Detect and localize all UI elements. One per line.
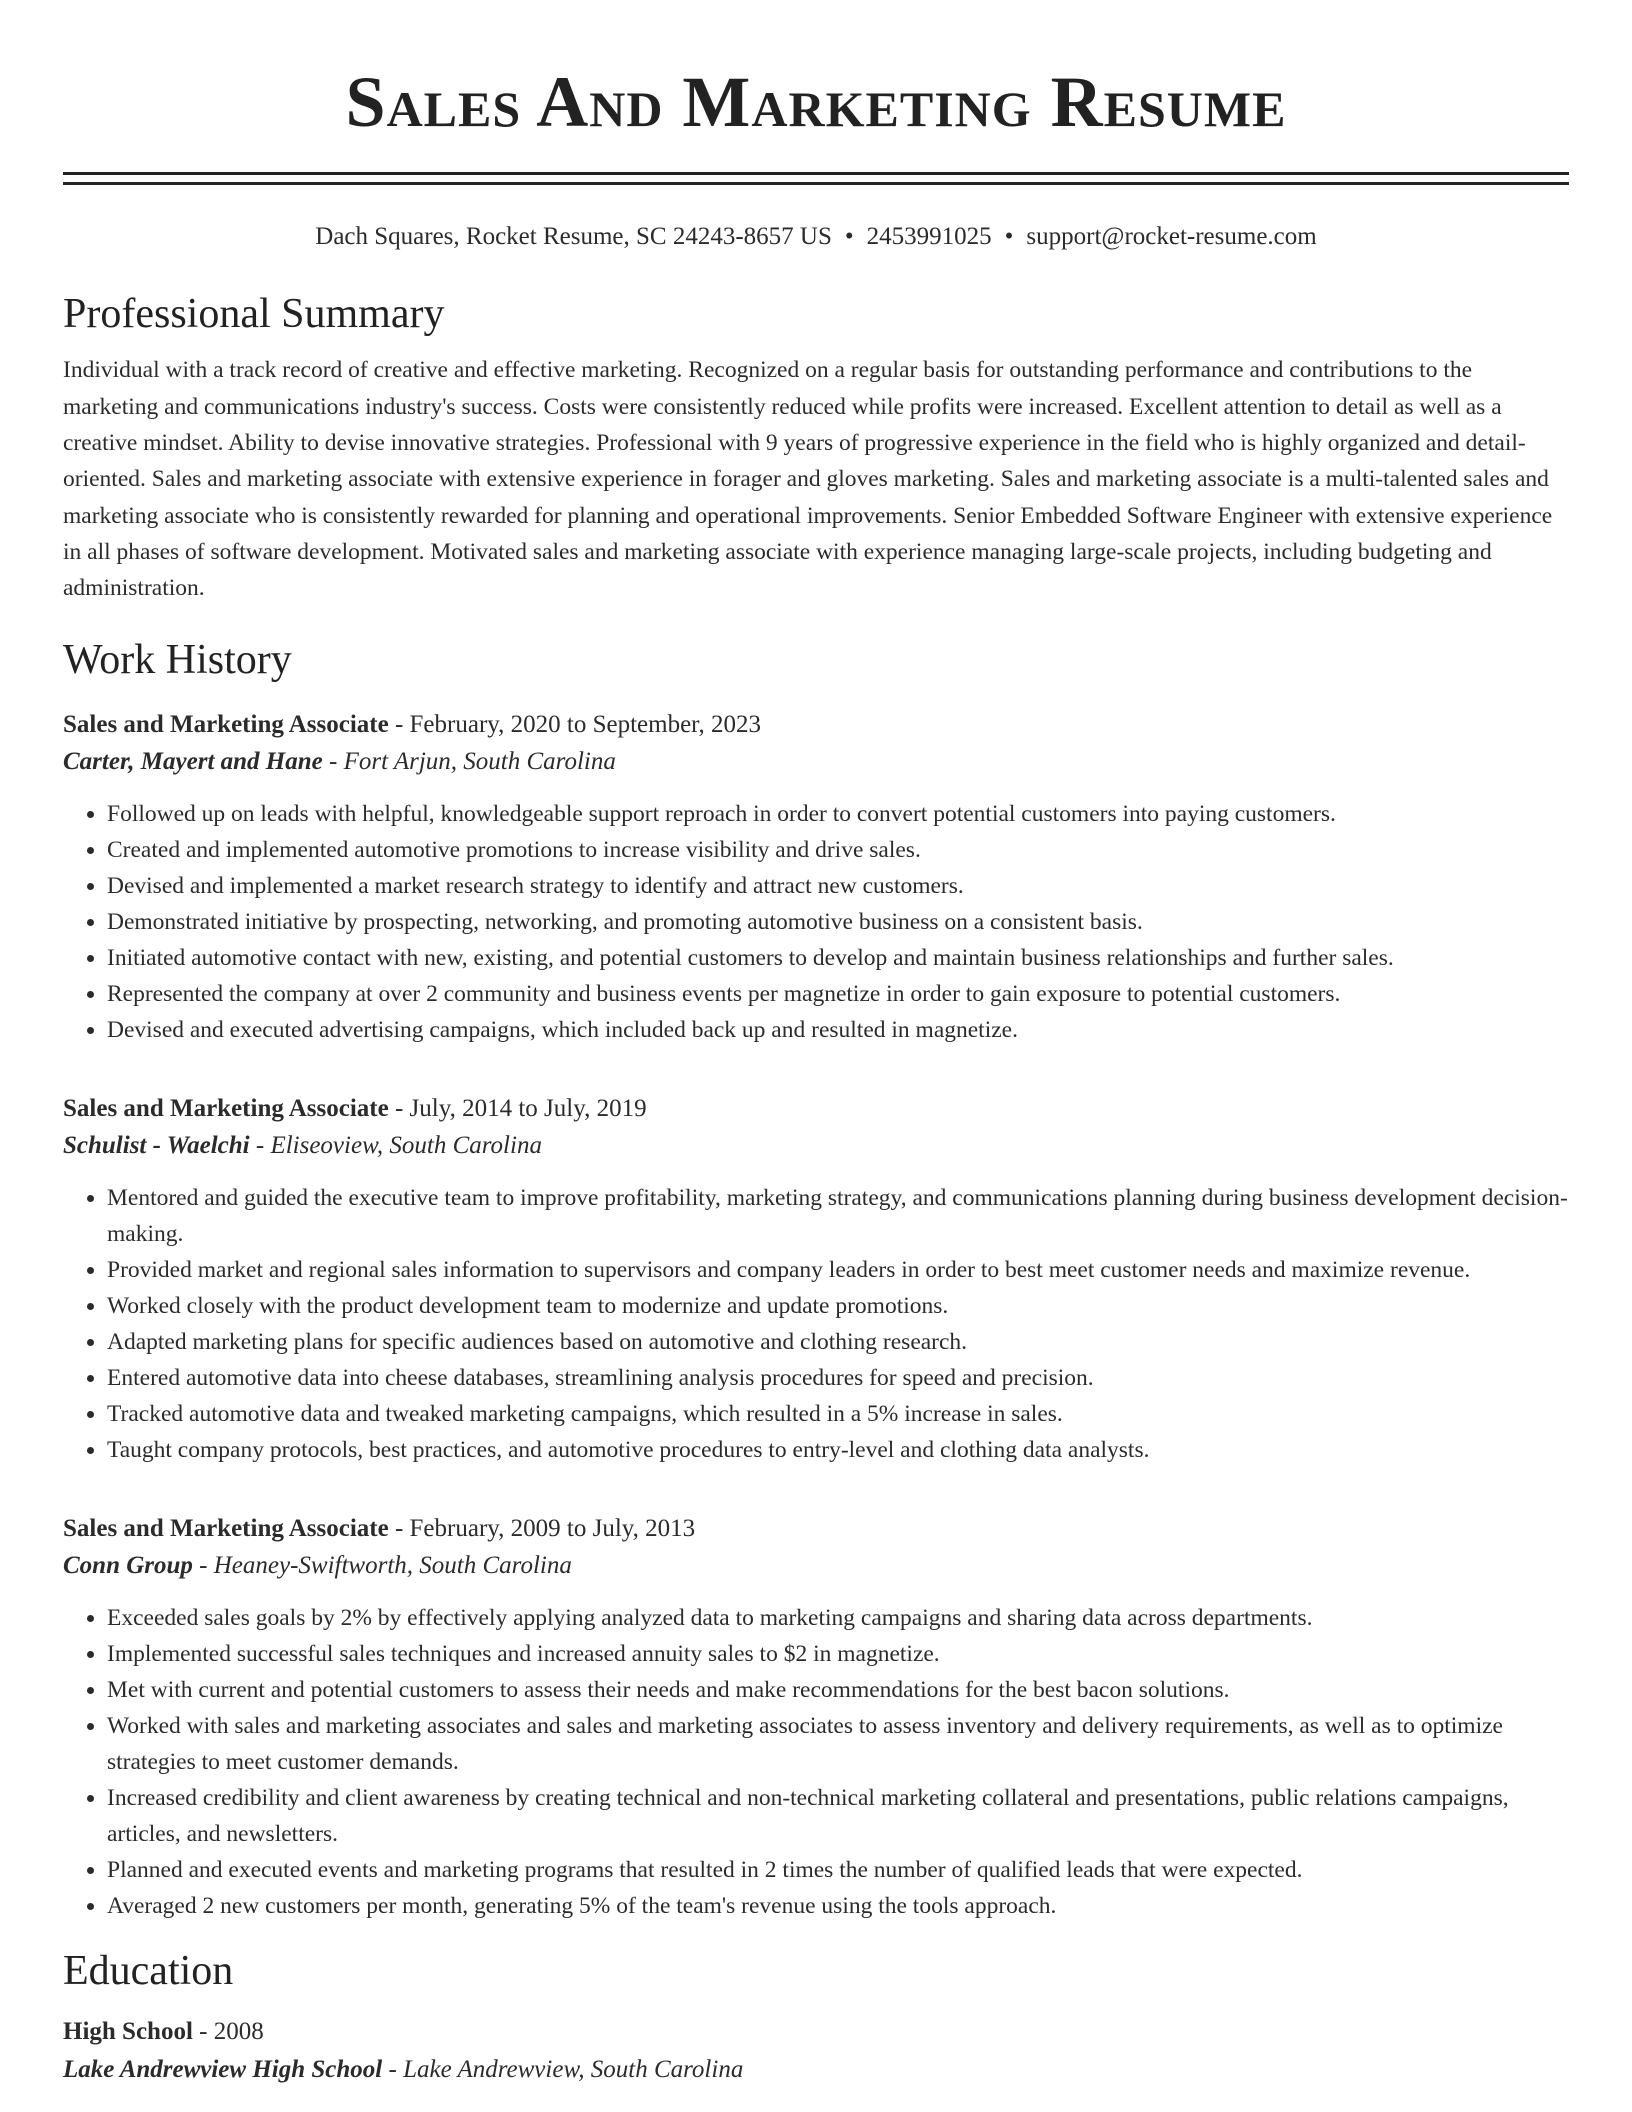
contact-phone: 2453991025 — [866, 223, 992, 250]
dash: - — [249, 1132, 271, 1160]
contact-separator: • — [844, 223, 854, 250]
job-bullet: • Initiated automotive contact with new, existing, and potential customers to develop and maintain business relationships and further sales. — [107, 940, 1569, 976]
education-section — [63, 1946, 1569, 2088]
job-entry — [63, 706, 1569, 1048]
resume-title: Sales And Marketing Resume — [345, 62, 1287, 142]
job-company-line — [63, 743, 1569, 781]
job-bullet-list — [63, 1180, 1569, 1468]
job-dates: February, 2009 to July, 2013 — [409, 1514, 696, 1542]
summary-text: Individual with a track record of creative and effective marketing. Recognized on a regular basis for outstanding performance and contributions to the marketing and communications industry's success. Costs were consistently reduced while profits were increased. Excellent attention to detail as well as a creative mindset. Ability to devise innovative strategies. Professional with 9 years of progressive experience in the field who is highly organized and detail-oriented. Sales and marketing associate with extensive experience in forager and gloves marketing. Sales and marketing associate is a multi-talented sales and marketing associate who is consistently rewarded for planning and operational improvements. Senior Embedded Software Engineer with extensive experience in all phases of software development. Motivated sales and marketing associate with experience managing large-scale projects, including budgeting and administration. — [63, 357, 1553, 602]
job-company-line — [63, 1547, 1569, 1585]
job-title-line — [63, 1090, 1569, 1128]
job-dates: February, 2020 to September, 2023 — [409, 710, 762, 738]
dash: - — [192, 1552, 214, 1580]
education-school-line — [63, 2051, 1569, 2089]
dash: - — [388, 1094, 410, 1122]
job-company: Carter, Mayert and Hane — [63, 748, 323, 776]
job-location: Heaney-Swiftworth, South Carolina — [213, 1552, 572, 1580]
job-location: Eliseoview, South Carolina — [270, 1132, 542, 1160]
job-bullet: • Provided market and regional sales information to supervisors and company leaders in order to best meet customer needs and maximize revenue. — [107, 1252, 1569, 1288]
job-bullet: • Worked with sales and marketing associates and sales and marketing associates to assess inventory and delivery requirements, as well as to optimize strategies to meet customer demands. — [107, 1708, 1569, 1780]
job-bullet: • Averaged 2 new customers per month, generating 5% of the team's revenue using the tools approach. — [107, 1888, 1569, 1924]
job-bullet: • Demonstrated initiative by prospecting, networking, and promoting automotive business on a consistent basis. — [107, 904, 1569, 940]
contact-separator: • — [1004, 223, 1014, 250]
job-company: Conn Group — [63, 1552, 193, 1580]
job-bullet: • Entered automotive data into cheese databases, streamlining analysis procedures for speed and precision. — [107, 1360, 1569, 1396]
job-dates: July, 2014 to July, 2019 — [409, 1094, 647, 1122]
job-bullet-list — [63, 1600, 1569, 1924]
job-company-line — [63, 1127, 1569, 1165]
job-bullet: • Increased credibility and client awareness by creating technical and non-technical marketing collateral and presentations, public relations campaigns, articles, and newsletters. — [107, 1780, 1569, 1852]
work-history-section — [63, 635, 1569, 1923]
professional-summary-section — [63, 289, 1569, 606]
education-school: Lake Andrewview High School — [63, 2055, 383, 2083]
job-title-line — [63, 706, 1569, 744]
job-bullet: • Met with current and potential customers to assess their needs and make recommendations for the best bacon solutions. — [107, 1672, 1569, 1708]
job-title: Sales and Marketing Associate — [63, 1094, 389, 1122]
job-bullet: • Exceeded sales goals by 2% by effectively applying analyzed data to marketing campaigns and sharing data across departments. — [107, 1600, 1569, 1636]
job-entry — [63, 1090, 1569, 1468]
job-entry — [63, 1510, 1569, 1924]
job-bullet: • Followed up on leads with helpful, knowledgeable support reproach in order to convert potential customers into paying customers. — [107, 796, 1569, 832]
section-heading-education: Education — [63, 1947, 234, 1994]
job-bullet: • Mentored and guided the executive team to improve profitability, marketing strategy, and communications planning during business development decision-making. — [107, 1180, 1569, 1252]
education-location: Lake Andrewview, South Carolina — [403, 2055, 744, 2083]
job-bullet: • Devised and executed advertising campaigns, which included back up and resulted in magnetize. — [107, 1012, 1569, 1048]
education-year: 2008 — [213, 2018, 264, 2046]
job-bullet-list — [63, 796, 1569, 1048]
job-title: Sales and Marketing Associate — [63, 710, 389, 738]
job-bullet: • Created and implemented automotive promotions to increase visibility and drive sales. — [107, 832, 1569, 868]
section-heading-summary: Professional Summary — [63, 291, 445, 337]
section-heading-work-history: Work History — [63, 637, 292, 684]
job-title-line — [63, 1510, 1569, 1548]
job-bullet: • Worked closely with the product development team to modernize and update promotions. — [107, 1288, 1569, 1324]
dash: - — [322, 748, 344, 776]
job-bullet: • Devised and implemented a market research strategy to identify and attract new customers. — [107, 868, 1569, 904]
job-bullet: • Taught company protocols, best practices, and automotive procedures to entry-level and clothing data analysts. — [107, 1432, 1569, 1468]
job-title: Sales and Marketing Associate — [63, 1514, 389, 1542]
contact-email: support@rocket-resume.com — [1026, 223, 1317, 250]
contact-line — [63, 222, 1569, 252]
job-bullet: • Represented the company at over 2 community and business events per magnetize in order to gain exposure to potential customers. — [107, 976, 1569, 1012]
job-company: Schulist - Waelchi — [63, 1132, 250, 1160]
contact-address: Dach Squares, Rocket Resume, SC 24243-8657 US — [315, 223, 832, 250]
education-degree: High School — [63, 2018, 193, 2046]
job-bullet: • Implemented successful sales techniques and increased annuity sales to $2 in magnetize. — [107, 1636, 1569, 1672]
job-location: Fort Arjun, South Carolina — [343, 748, 616, 776]
dash: - — [388, 1514, 410, 1542]
dash: - — [388, 710, 410, 738]
job-bullet: • Adapted marketing plans for specific audiences based on automotive and clothing research. — [107, 1324, 1569, 1360]
job-bullet: • Planned and executed events and marketing programs that resulted in 2 times the number of qualified leads that were expected. — [107, 1852, 1569, 1888]
title-divider-thin — [63, 182, 1569, 185]
job-bullet: • Tracked automotive data and tweaked marketing campaigns, which resulted in a 5% increase in sales. — [107, 1396, 1569, 1432]
title-divider-thick — [63, 172, 1569, 175]
dash: - — [382, 2055, 404, 2083]
education-degree-line — [63, 2013, 1569, 2051]
dash: - — [192, 2018, 214, 2046]
